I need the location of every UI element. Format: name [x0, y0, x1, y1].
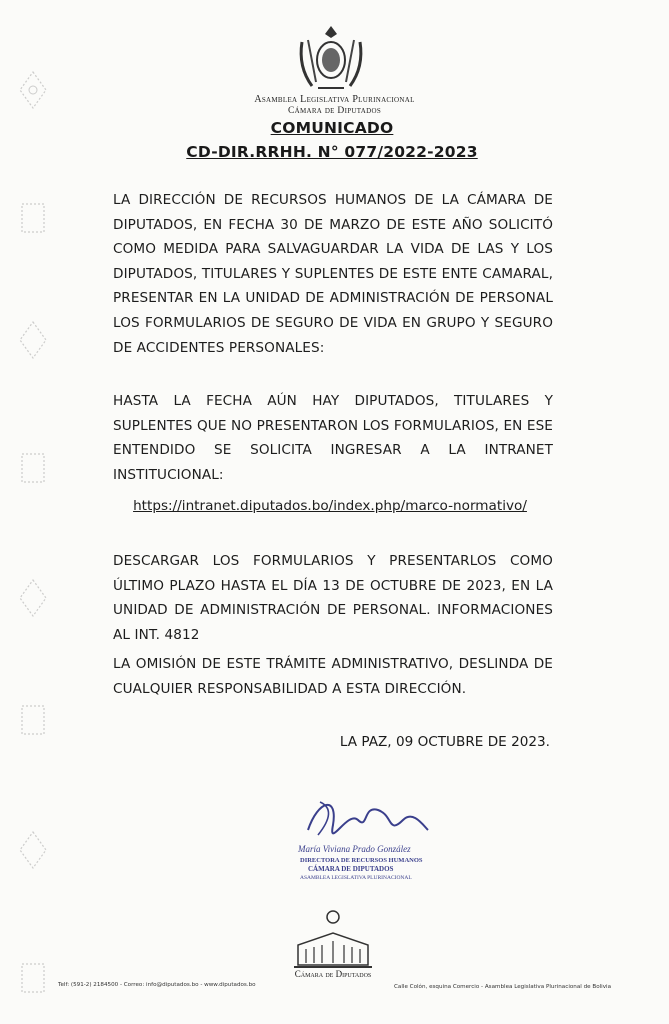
- footer-address: Calle Colón, esquina Comercio - Asamblea Legislativa Plurinacional de Bolivia: [394, 984, 612, 990]
- body-paragraph-3: DESCARGAR LOS FORMULARIOS Y PRESENTARLOS COMO ÚLTIMO PLAZO HASTA EL DÍA 13 DE OCTUBRE DE 2023, EN LA UNIDAD DE ADMINISTRACIÓN DE PERSONAL. INFORMACIONES AL INT. 4812: [113, 553, 553, 643]
- margin-ornament-icon: [16, 958, 50, 998]
- intranet-link[interactable]: https://intranet.diputados.bo/index.php/marco-normativo/: [133, 498, 527, 514]
- coat-of-arms-icon: [292, 22, 370, 94]
- intranet-link-block: [120, 494, 540, 518]
- svg-text:María Viviana Prado González: María Viviana Prado González: [298, 844, 411, 854]
- margin-ornament-icon: [16, 700, 50, 740]
- svg-text:ASAMBLEA LEGISLATIVA PLURINACI: ASAMBLEA LEGISLATIVA PLURINACIONAL: [300, 875, 412, 881]
- signature-stamp: [278, 790, 438, 890]
- institution-name: Asamblea Legislativa Plurinacional: [254, 94, 415, 105]
- svg-text:CÁMARA DE DIPUTADOS: CÁMARA DE DIPUTADOS: [308, 865, 394, 873]
- document-date: LA PAZ, 09 OCTUBRE DE 2023.: [339, 734, 550, 750]
- footer-contact: Telf: (591-2) 2184500 - Correo: info@diputados.bo - www.diputados.bo: [58, 982, 256, 988]
- margin-ornament-icon: [16, 578, 50, 618]
- document-reference: CD-DIR.RRHH. N° 077/2022-2023: [186, 143, 478, 161]
- margin-ornament-icon: [16, 198, 50, 238]
- margin-ornament-icon: [16, 830, 50, 870]
- body-paragraph-4: LA OMISIÓN DE ESTE TRÁMITE ADMINISTRATIVO, DESLINDA DE CUALQUIER RESPONSABILIDAD A ESTA DIRECCIÓN.: [113, 656, 553, 697]
- document-title: COMUNICADO: [270, 119, 394, 137]
- bottom-seal-label: Cámara de Diputados: [294, 969, 372, 979]
- chamber-name: Cámara de Diputados: [287, 106, 382, 116]
- margin-ornament-icon: [16, 448, 50, 488]
- margin-ornament-icon: [16, 320, 50, 360]
- body-paragraph-2: HASTA LA FECHA AÚN HAY DIPUTADOS, TITULARES Y SUPLENTES QUE NO PRESENTARON LOS FORMULARIOS, EN ESE ENTENDIDO SE SOLICITA INGRESAR A LA INTRANET INSTITUCIONAL:: [113, 393, 553, 483]
- svg-text:DIRECTORA DE RECURSOS HUMANOS: DIRECTORA DE RECURSOS HUMANOS: [300, 857, 423, 864]
- body-paragraph-1: LA DIRECCIÓN DE RECURSOS HUMANOS DE LA CÁMARA DE DIPUTADOS, EN FECHA 30 DE MARZO DE ESTE AÑO SOLICITÓ COMO MEDIDA PARA SALVAGUARDAR LA VIDA DE LAS Y LOS DIPUTADOS, TITULARES Y SUPLENTES DE ESTE ENTE CAMARAL, PRESENTAR EN LA UNIDAD DE ADMINISTRACIÓN DE PERSONAL LOS FORMULARIOS DE SEGURO DE VIDA EN GRUPO Y SEGURO DE ACCIDENTES PERSONALES:: [113, 192, 553, 356]
